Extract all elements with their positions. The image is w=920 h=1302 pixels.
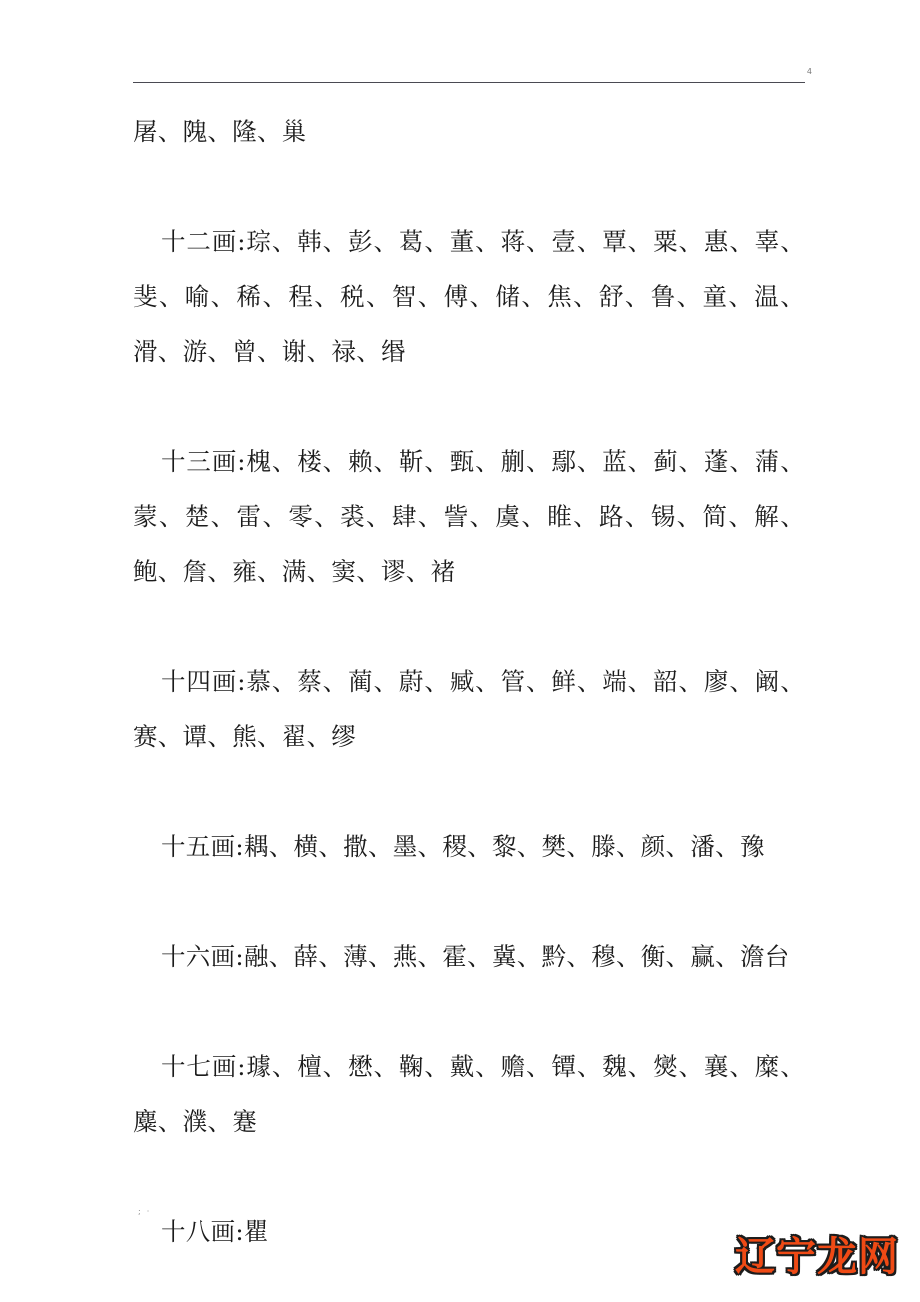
paragraph-spacer bbox=[133, 1149, 805, 1204]
paragraph-spacer bbox=[133, 874, 805, 929]
paragraph-fifteen-stroke: 十五画:耦、横、撒、墨、稷、黎、樊、滕、颜、潘、豫 bbox=[161, 832, 765, 861]
paragraph-fourteen-stroke: 十四画:慕、蔡、蔺、蔚、臧、管、鲜、端、韶、廖、阚、赛、谭、熊、翟、缪 bbox=[133, 667, 805, 751]
footer-marks: ;· bbox=[138, 1207, 156, 1216]
paragraph-spacer bbox=[133, 764, 805, 819]
watermark-text: 辽宁龙网 bbox=[735, 1234, 899, 1280]
paragraph-spacer bbox=[133, 599, 805, 654]
header-divider bbox=[133, 82, 805, 83]
paragraph-thirteen-stroke: 十三画:槐、楼、赖、靳、甄、蒯、鄢、蓝、蓟、蓬、蒲、蒙、楚、雷、零、裘、肆、訾、虞、睢、路、锡、简、解、鲍、詹、雍、满、窦、谬、褚 bbox=[133, 447, 805, 586]
paragraph-spacer bbox=[133, 984, 805, 1039]
paragraph-seventeen-stroke: 十七画:璩、檀、懋、鞠、戴、赡、镡、魏、爕、襄、糜、麋、濮、蹇 bbox=[133, 1052, 805, 1136]
paragraph-spacer bbox=[133, 379, 805, 434]
paragraph-twelve-stroke: 十二画:琮、韩、彭、葛、董、蒋、壹、覃、粟、惠、辜、斐、喻、稀、程、税、智、傅、储、焦、舒、鲁、童、温、滑、游、曾、谢、禄、缗 bbox=[133, 227, 805, 366]
header-page-mark: 4 bbox=[806, 67, 812, 76]
paragraph-continuation-eleven-stroke: 屠、隗、隆、巢 bbox=[133, 117, 307, 146]
paragraph-eighteen-stroke: 十八画:瞿 bbox=[161, 1217, 269, 1246]
document-body bbox=[133, 104, 805, 1259]
paragraph-sixteen-stroke: 十六画:融、薛、薄、燕、霍、冀、黔、穆、衡、赢、澹台 bbox=[161, 942, 790, 971]
paragraph-spacer bbox=[133, 159, 805, 214]
